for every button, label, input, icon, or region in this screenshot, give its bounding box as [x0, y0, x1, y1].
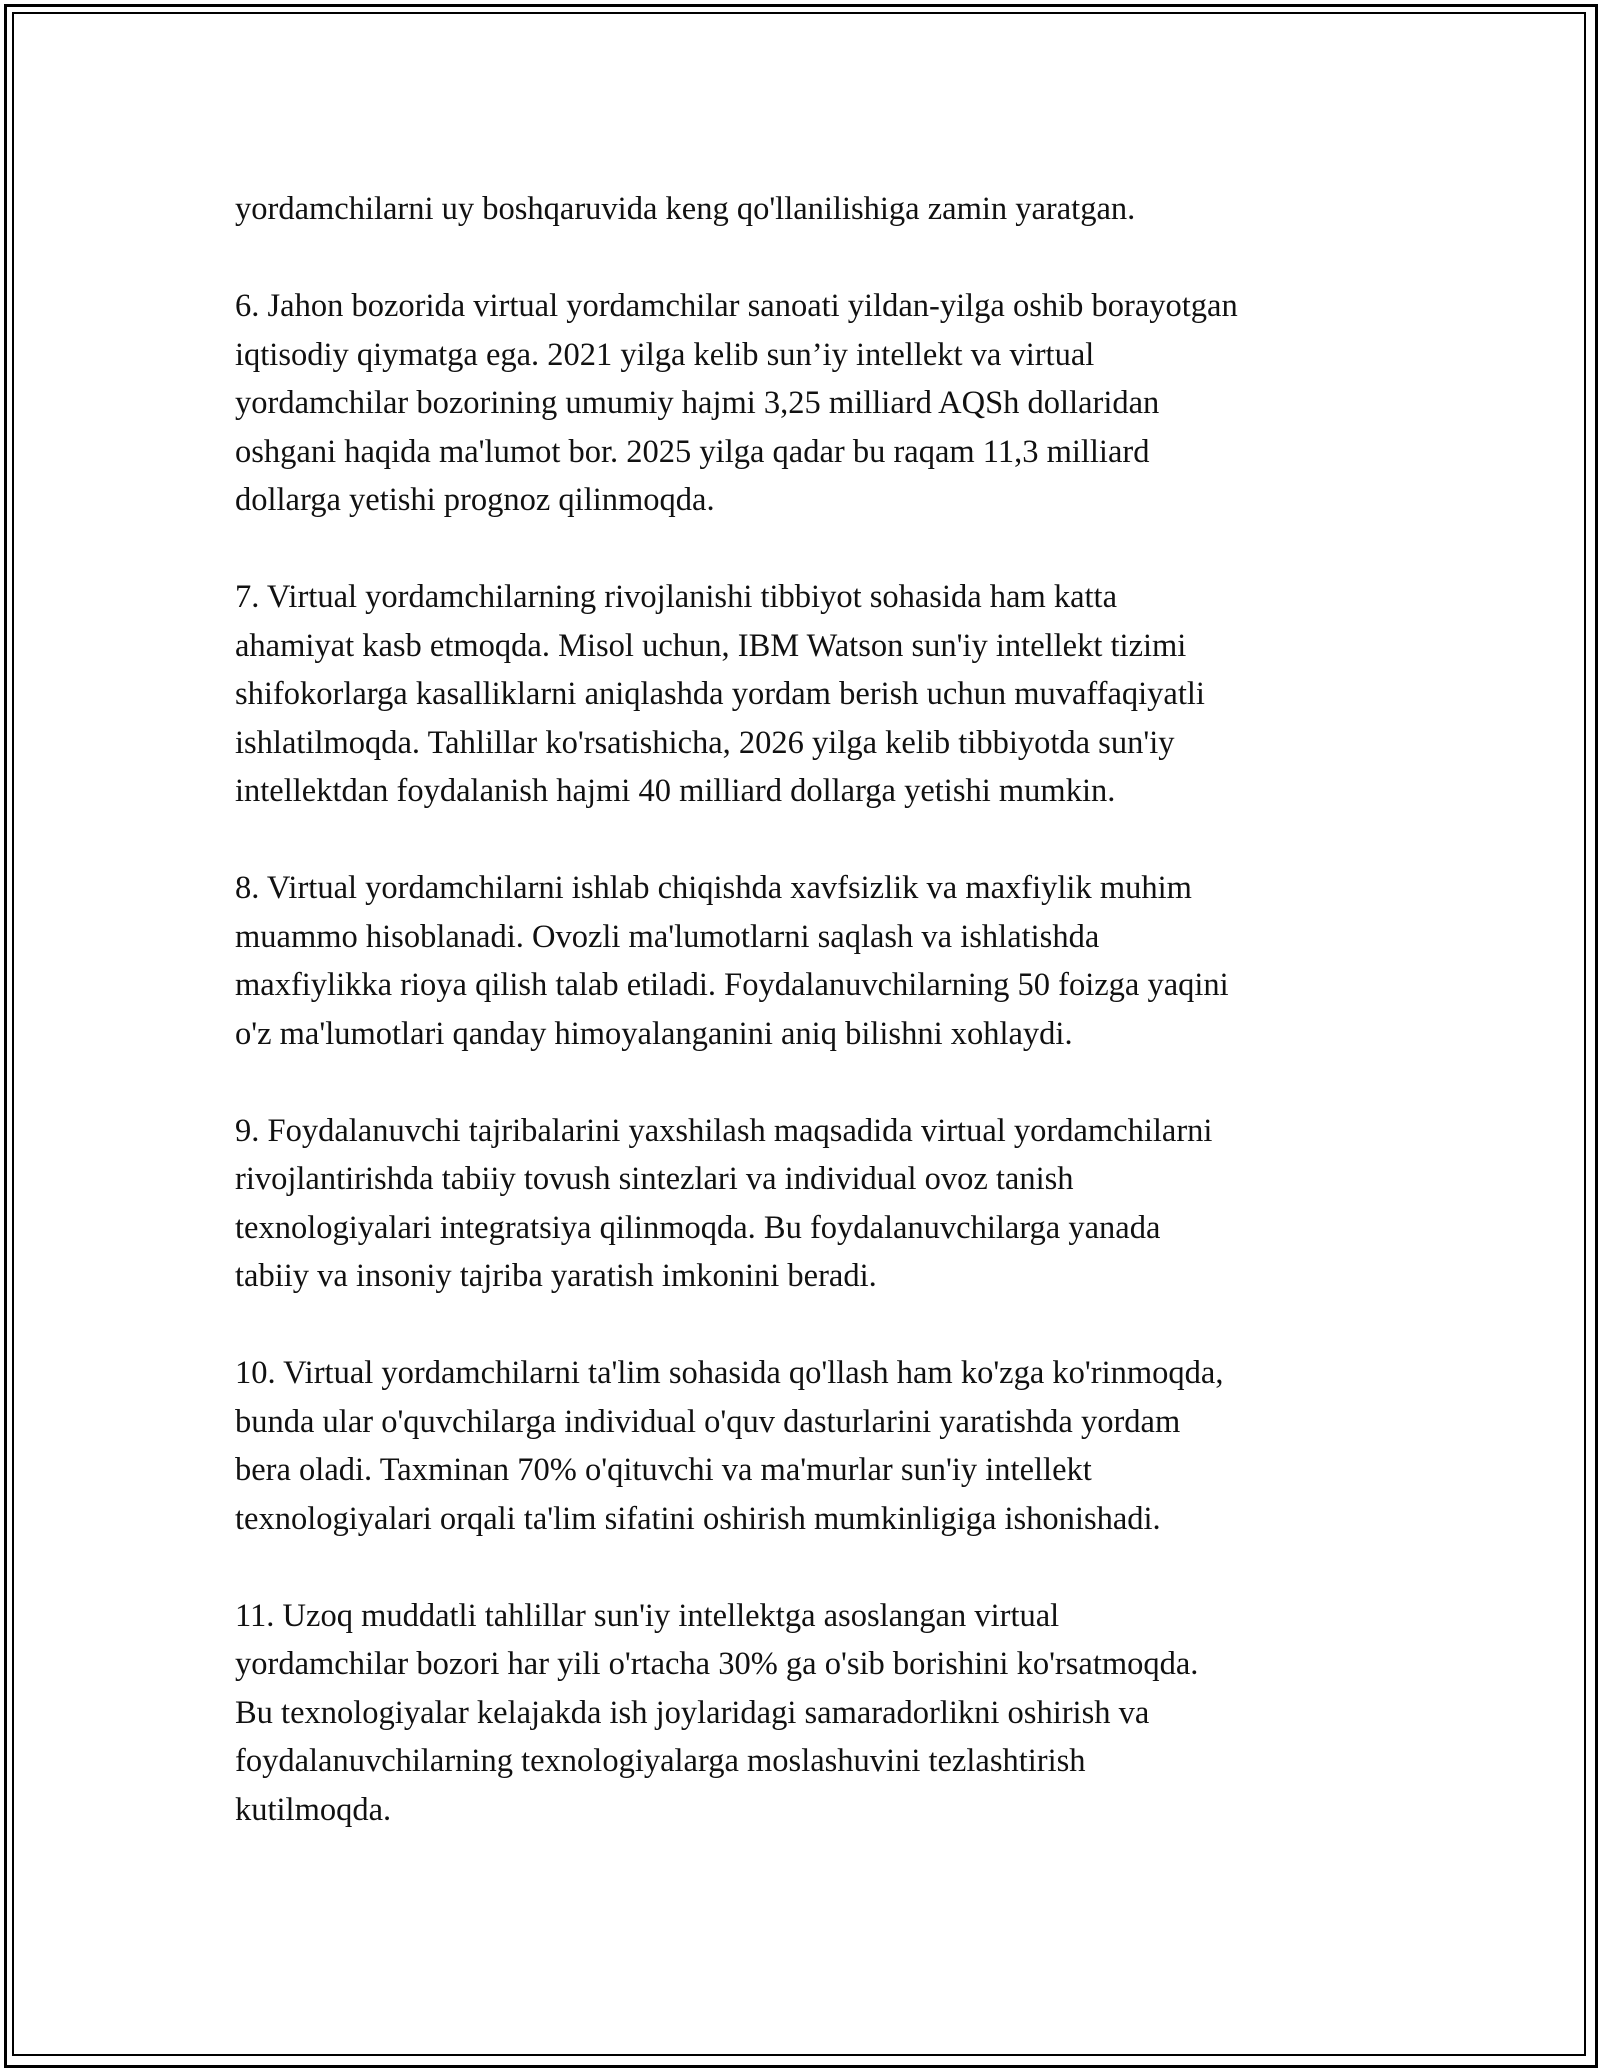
paragraph-continuation	[235, 185, 1395, 234]
text-line: texnologiyalari integratsiya qilinmoqda. Bu foydalanuvchilarga yanada	[235, 1209, 1161, 1246]
text-line: foydalanuvchilarning texnologiyalarga moslashuvini tezlashtirish	[235, 1743, 1086, 1779]
text-line: kutilmoqda.	[235, 1791, 392, 1828]
text-line: texnologiyalari orqali ta'lim sifatini oshirish mumkinligiga ishonishadi.	[235, 1500, 1161, 1537]
text-line: oshgani haqida ma'lumot bor. 2025 yilga qadar bu raqam 11,3 milliard	[235, 433, 1150, 470]
text-line: yordamchilar bozorining umumiy hajmi 3,25 milliard AQSh dollaridan	[235, 385, 1160, 421]
text-line: iqtisodiy qiymatga ega. 2021 yilga kelib sun’iy intellekt va virtual	[235, 336, 1095, 373]
text-line: ishlatilmoqda. Tahlillar ko'rsatishicha, 2026 yilga kelib tibbiyotda sun'iy	[235, 724, 1175, 761]
text-line: 7. Virtual yordamchilarning rivojlanishi tibbiyot sohasida ham katta	[235, 579, 1118, 615]
text-line: yordamchilar bozori har yili o'rtacha 30% ga o'sib borishini ko'rsatmoqda.	[235, 1646, 1199, 1682]
text-line: bunda ular o'quvchilarga individual o'quv dasturlarini yaratishda yordam	[235, 1403, 1181, 1440]
text-line: Bu texnologiyalar kelajakda ish joylaridagi samaradorlikni oshirish va	[235, 1694, 1150, 1731]
text-line: rivojlantirishda tabiiy tovush sintezlari va individual ovoz tanish	[235, 1161, 1074, 1197]
text-line: 6. Jahon bozorida virtual yordamchilar sanoati yildan-yilga oshib borayotgan	[235, 288, 1238, 324]
text-line: 8. Virtual yordamchilarni ishlab chiqishda xavfsizlik va maxfiylik muhim	[235, 870, 1192, 906]
text-line: intellektdan foydalanish hajmi 40 milliard dollarga yetishi mumkin.	[235, 773, 1116, 809]
text-line: 9. Foydalanuvchi tajribalarini yaxshilash maqsadida virtual yordamchilarni	[235, 1112, 1213, 1149]
text-line: muammo hisoblanadi. Ovozli ma'lumotlarni saqlash va ishlatishda	[235, 918, 1100, 955]
text-line: bera oladi. Taxminan 70% o'qituvchi va ma'murlar sun'iy intellekt	[235, 1452, 1092, 1488]
text-line: 11. Uzoq muddatli tahlillar sun'iy intellektga asoslangan virtual	[235, 1597, 1060, 1634]
document-body	[235, 185, 1395, 1883]
text-line: dollarga yetishi prognoz qilinmoqda.	[235, 482, 715, 518]
text-line: ahamiyat kasb etmoqda. Misol uchun, IBM Watson sun'iy intellekt tizimi	[235, 627, 1187, 664]
paragraph-8	[235, 864, 1395, 1058]
paragraph-11	[235, 1592, 1395, 1835]
text-line: shifokorlarga kasalliklarni aniqlashda yordam berish uchun muvaffaqiyatli	[235, 676, 1205, 712]
paragraph-6	[235, 282, 1395, 525]
paragraph-10	[235, 1349, 1395, 1543]
text-line: o'z ma'lumotlari qanday himoyalanganini aniq bilishni xohlaydi.	[235, 1015, 1073, 1052]
text-line: 10. Virtual yordamchilarni ta'lim sohasida qo'llash ham ko'zga ko'rinmoqda,	[235, 1355, 1224, 1391]
paragraph-7	[235, 573, 1395, 816]
text-line: yordamchilarni uy boshqaruvida keng qo'llanilishiga zamin yaratgan.	[235, 191, 1136, 227]
text-line: tabiiy va insoniy tajriba yaratish imkonini beradi.	[235, 1258, 877, 1294]
text-line: maxfiylikka rioya qilish talab etiladi. Foydalanuvchilarning 50 foizga yaqini	[235, 967, 1229, 1003]
paragraph-9	[235, 1107, 1395, 1301]
